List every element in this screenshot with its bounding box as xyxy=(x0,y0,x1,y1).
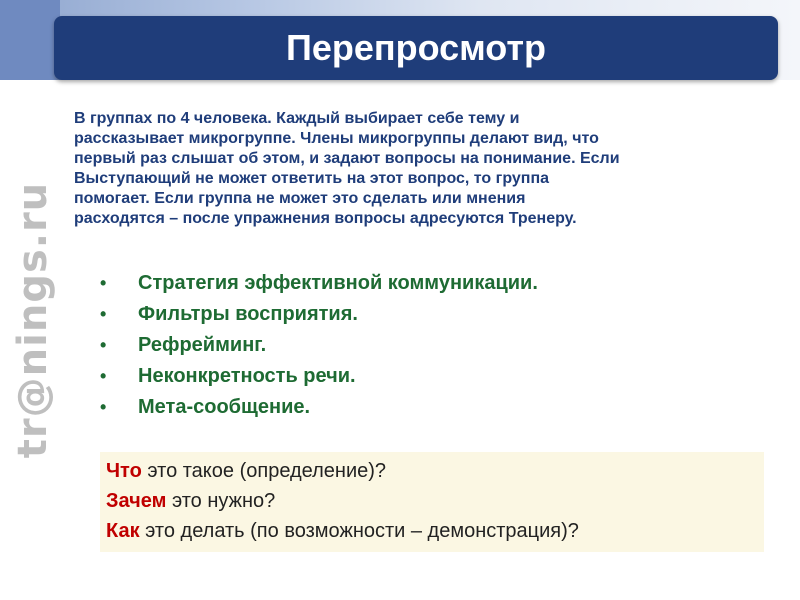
list-item xyxy=(100,392,538,423)
list-item xyxy=(100,268,538,299)
topic-text: Неконкретность речи. xyxy=(138,365,356,387)
questions-box xyxy=(100,452,764,552)
question-text: это делать (по возможности – демонстрация)? xyxy=(139,520,579,542)
intro-line: В группах по 4 человека. Каждый выбирает себе тему и xyxy=(74,110,520,127)
question-keyword: Как xyxy=(106,520,140,542)
topic-text: Фильтры восприятия. xyxy=(138,303,358,325)
intro-paragraph xyxy=(74,109,774,229)
list-item xyxy=(100,330,538,361)
title-banner xyxy=(54,16,778,80)
intro-line: расходятся – после упражнения вопросы адресуются Тренеру. xyxy=(74,210,577,227)
list-item xyxy=(100,361,538,392)
bullet-icon: • xyxy=(100,366,107,386)
bullet-icon: • xyxy=(100,397,107,417)
question-keyword: Что xyxy=(106,460,142,482)
header-corner-accent xyxy=(0,0,60,80)
intro-line: рассказывает микрогруппе. Члены микрогруппы делают вид, что xyxy=(74,130,599,147)
intro-line: первый раз слышат об этом, и задают вопросы на понимание. Если xyxy=(74,150,620,167)
bullet-icon: • xyxy=(100,335,107,355)
bullet-icon: • xyxy=(100,304,107,324)
question-line xyxy=(106,516,764,546)
question-line xyxy=(106,486,764,516)
topic-text: Мета-сообщение. xyxy=(138,396,311,418)
question-keyword: Зачем xyxy=(106,490,167,512)
topic-text: Рефрейминг. xyxy=(138,334,267,356)
list-item xyxy=(100,299,538,330)
intro-line: Выступающий не может ответить на этот вопрос, то группа xyxy=(74,170,549,187)
question-line xyxy=(106,456,764,486)
slide-title: Перепросмотр xyxy=(285,27,547,68)
topic-text: Стратегия эффективной коммуникации. xyxy=(138,272,538,294)
question-text: это нужно? xyxy=(166,490,276,512)
intro-line: помогает. Если группа не может это сделать или мнения xyxy=(74,190,526,207)
question-text: это такое (определение)? xyxy=(141,460,387,482)
topics-list xyxy=(100,268,538,423)
bullet-icon: • xyxy=(100,273,107,293)
watermark-logo: tr@nings.ru xyxy=(10,181,56,459)
